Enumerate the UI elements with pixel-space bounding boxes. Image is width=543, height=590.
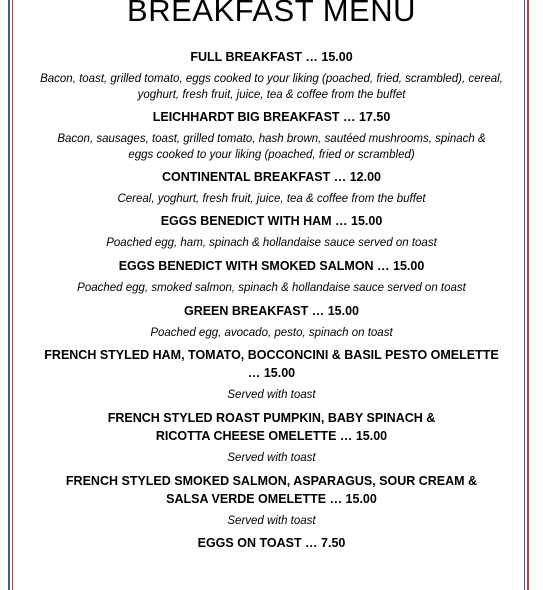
menu-item-name: FRENCH STYLED ROAST PUMPKIN, BABY SPINACH &	[107, 411, 436, 425]
menu-item-description: Poached egg, ham, spinach & hollandaise sauce served on toast	[106, 237, 437, 249]
menu-item-salmon-omelette	[20, 472, 523, 529]
menu-item-description: Served with toast	[227, 452, 316, 464]
menu-item-description: yoghurt, fresh fruit, juice, tea & coffee from the buffet	[137, 89, 406, 101]
menu-item-description: Bacon, toast, grilled tomato, eggs cooked to your liking (poached, fried, scrambled), cereal,	[40, 73, 503, 85]
menu-item-name: SALSA VERDE OMELETTE … 15.00	[166, 492, 377, 506]
menu-content	[20, 0, 523, 552]
menu-item-green-breakfast	[20, 302, 523, 341]
menu-item-big-breakfast	[20, 108, 523, 163]
menu-item-name: EGGS BENEDICT WITH SMOKED SALMON … 15.00	[118, 259, 425, 273]
menu-title: BREAKFAST MENU	[127, 0, 416, 28]
menu-item-name: EGGS ON TOAST … 7.50	[197, 536, 346, 550]
menu-item-name: CONTINENTAL BREAKFAST … 12.00	[161, 170, 381, 184]
menu-item-description: Poached egg, smoked salmon, spinach & hollandaise sauce served on toast	[77, 282, 466, 294]
menu-item-name: … 15.00	[247, 366, 296, 380]
menu-item-name: EGGS BENEDICT WITH HAM … 15.00	[160, 214, 383, 228]
menu-item-eggs-on-toast	[20, 534, 523, 552]
menu-item-description: Served with toast	[227, 389, 316, 401]
menu-item-description: Cereal, yoghurt, fresh fruit, juice, tea & coffee from the buffet	[117, 193, 426, 205]
menu-item-continental-breakfast	[20, 168, 523, 207]
menu-item-name: FRENCH STYLED SMOKED SALMON, ASPARAGUS, SOUR CREAM &	[65, 474, 478, 488]
menu-item-name: FRENCH STYLED HAM, TOMATO, BOCCONCINI & BASIL PESTO OMELETTE	[44, 348, 499, 362]
menu-item-description: Poached egg, avocado, pesto, spinach on toast	[150, 327, 393, 339]
menu-item-eggs-benedict-ham	[20, 212, 523, 251]
menu-item-description: Bacon, sausages, toast, grilled tomato, hash brown, sautéed mushrooms, spinach &	[57, 133, 486, 145]
menu-item-name: FULL BREAKFAST … 15.00	[190, 50, 353, 64]
menu-item-ham-omelette	[20, 346, 523, 403]
menu-item-name: RICOTTA CHEESE OMELETTE … 15.00	[155, 429, 388, 443]
menu-item-full-breakfast	[20, 48, 523, 103]
menu-item-description: Served with toast	[227, 515, 316, 527]
menu-item-description: eggs cooked to your liking (poached, fried or scrambled)	[128, 149, 415, 161]
menu-item-pumpkin-omelette	[20, 409, 523, 466]
menu-item-name: GREEN BREAKFAST … 15.00	[183, 304, 360, 318]
menu-item-eggs-benedict-salmon	[20, 257, 523, 296]
menu-item-name: LEICHHARDT BIG BREAKFAST … 17.50	[152, 110, 391, 124]
